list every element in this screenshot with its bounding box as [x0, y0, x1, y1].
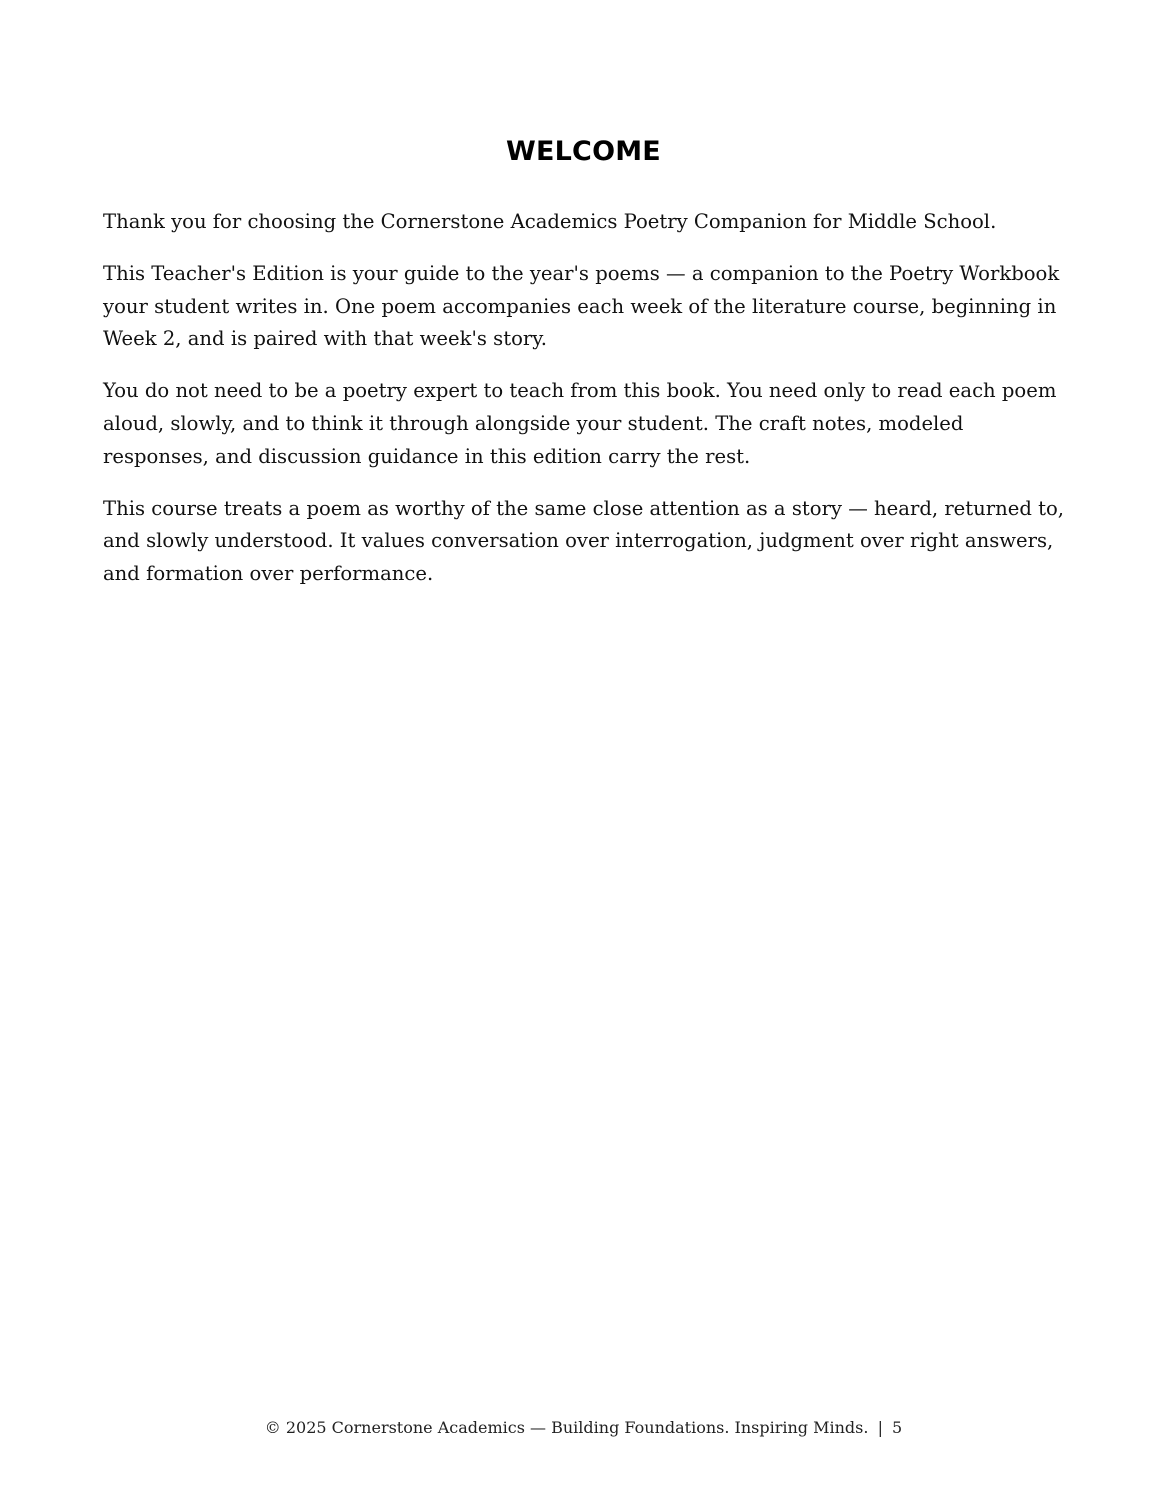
footer-separator: | — [877, 1418, 883, 1437]
page-title: WELCOME — [506, 136, 661, 167]
paragraph-course-values: This course treats a poem as worthy of the same close attention as a story — heard, returned to, and slowly understood. It values conversation over interrogation, judgment over right answers, and formation over performance. — [103, 496, 1065, 585]
welcome-body — [103, 206, 1071, 610]
paragraph-teachers-edition: This Teacher's Edition is your guide to the year's poems — a companion to the Poetry Workbook your student writes in. One poem accompanies each week of the literature course, beginning in Week 2, and is paired with that week's story. — [103, 262, 1060, 351]
footer-copyright: © 2025 Cornerstone Academics — Building Foundations. Inspiring Minds. — [264, 1418, 869, 1437]
paragraph-no-expert: You do not need to be a poetry expert to teach from this book. You need only to read each poem aloud, slowly, and to think it through alongside your student. The craft notes, modeled responses, and discussion guidance in this edition carry the rest. — [103, 379, 1057, 468]
page-number: 5 — [892, 1418, 903, 1437]
page-footer — [0, 1418, 1167, 1437]
paragraph-thank-you: Thank you for choosing the Cornerstone Academics Poetry Companion for Middle School. — [103, 210, 997, 233]
